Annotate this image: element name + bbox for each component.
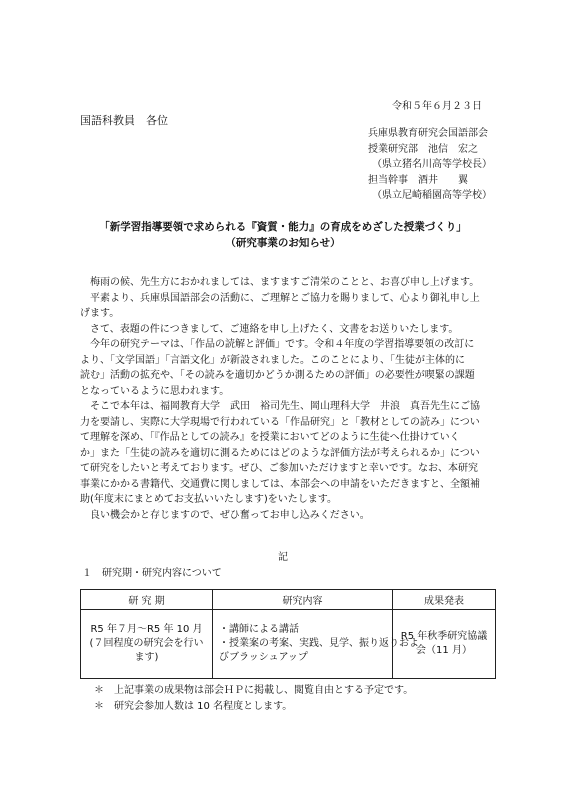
sender-organization: 兵庫県教育研究会国語部会 xyxy=(368,128,488,139)
body-line: より、「文学国語」「言語文化」が新設されました。このことにより、「生徒が主体的に xyxy=(80,354,465,366)
document-date: 令和５年６月２３日 xyxy=(392,101,482,112)
sender-affiliation: （県立猪名川高等学校長） xyxy=(372,159,492,170)
table-header-row xyxy=(81,590,496,610)
body-line: 今年の研究テーマは、「作品の読解と評価」です。令和４年度の学習指導要領の改訂に xyxy=(80,339,475,350)
sender-block xyxy=(368,126,492,204)
body-line: 読む」活動の拡充や、「その読みを適切かどうか測るための評価」の必要性が喫緊の課題 xyxy=(80,370,475,381)
note-item: ＊ 上記事業の成果物は部会ＨＰに掲載し、閲覧自由とする予定です。 xyxy=(94,685,414,696)
body-line: 事業にかかる書籍代、交通費に関しましては、本部会への申請をいただきますと、全額補 xyxy=(80,478,480,490)
content-line: ・授業案の考案、実践、見学、振り返りおよ xyxy=(219,638,419,649)
body-line: 平素より、兵庫県国語部会の活動に、ご理解とご協力を賜りまして、心より御礼申し上 xyxy=(80,292,480,304)
body-line: さて、表題の件につきまして、ご連絡を申し上げたく、文書をお送りいたします。 xyxy=(80,323,459,335)
body-line: げます。 xyxy=(80,308,120,319)
body-line: か」また「生徒の読みを適切に測るためにはどのような評価方法が考えられるか」につい xyxy=(80,447,480,459)
contact-affiliation: （県立尼崎稲園高等学校） xyxy=(372,190,492,201)
section-heading: １ 研究期・研究内容について xyxy=(82,568,222,579)
presentation-line: R5 年秋季研究協議 xyxy=(400,631,488,642)
document-subtitle: （研究事業のお知らせ） xyxy=(225,237,341,249)
header-period: 研 究 期 xyxy=(81,590,213,610)
cell-content xyxy=(213,610,419,679)
table-row xyxy=(81,610,496,679)
content-line: びブラッシュアップ xyxy=(219,652,308,663)
notes xyxy=(94,683,413,715)
sender-name: 授業研究部 池信 宏之 xyxy=(368,143,478,155)
body-line: て研究をしたいと考えております。ぜひ、ご参加いただけますと幸いです。なお、本研究 xyxy=(80,463,478,474)
note-item: ＊ 研究会参加人数は 10 名程度とします。 xyxy=(94,701,293,712)
period-line: (７回程度の研究会を行い xyxy=(89,638,204,649)
content-line: ・講師による講話 xyxy=(219,624,299,635)
body-line: 助(年度末にまとめてお支払いいたします)をいたします。 xyxy=(80,494,338,505)
letter-body xyxy=(80,275,492,523)
header-content: 研究内容 xyxy=(213,590,393,610)
body-line: となっているように思われます。 xyxy=(80,385,230,397)
body-line: そこで本年は、福岡教育大学 武田 裕司先生、岡山理科大学 井浪 真吾先生にご協 xyxy=(80,401,480,412)
ki-heading: 記 xyxy=(278,552,288,563)
period-line: R5 年７月～R5 年 10 月 xyxy=(90,624,203,635)
body-line: て理解を深め、「『作品としての読み』を授業においてどのように生徒へ仕掛けていく xyxy=(80,432,460,443)
addressee: 国語科教員 各位 xyxy=(80,114,168,127)
body-line: 梅雨の候、先生方におかれましては、ますますご清栄のことと、お喜び申し上げます。 xyxy=(80,277,480,288)
document-title: 「新学習指導要領で求められる『資質・能力』の育成をめざした授業づくり」 xyxy=(99,221,467,233)
cell-period xyxy=(81,610,213,679)
body-line: 良い機会かと存じますので、ぜひ奮ってお申し込みください。 xyxy=(80,509,370,521)
period-line: ます) xyxy=(134,652,159,663)
body-line: 力を要請し、実際に大学現場で行われている「作品研究」と「教材としての読み」につい xyxy=(80,416,480,428)
contact-name: 担当幹事 酒井 翼 xyxy=(368,174,468,186)
header-presentation: 成果発表 xyxy=(393,590,496,610)
research-table xyxy=(80,589,496,679)
presentation-line: 会（11 月） xyxy=(416,645,472,656)
